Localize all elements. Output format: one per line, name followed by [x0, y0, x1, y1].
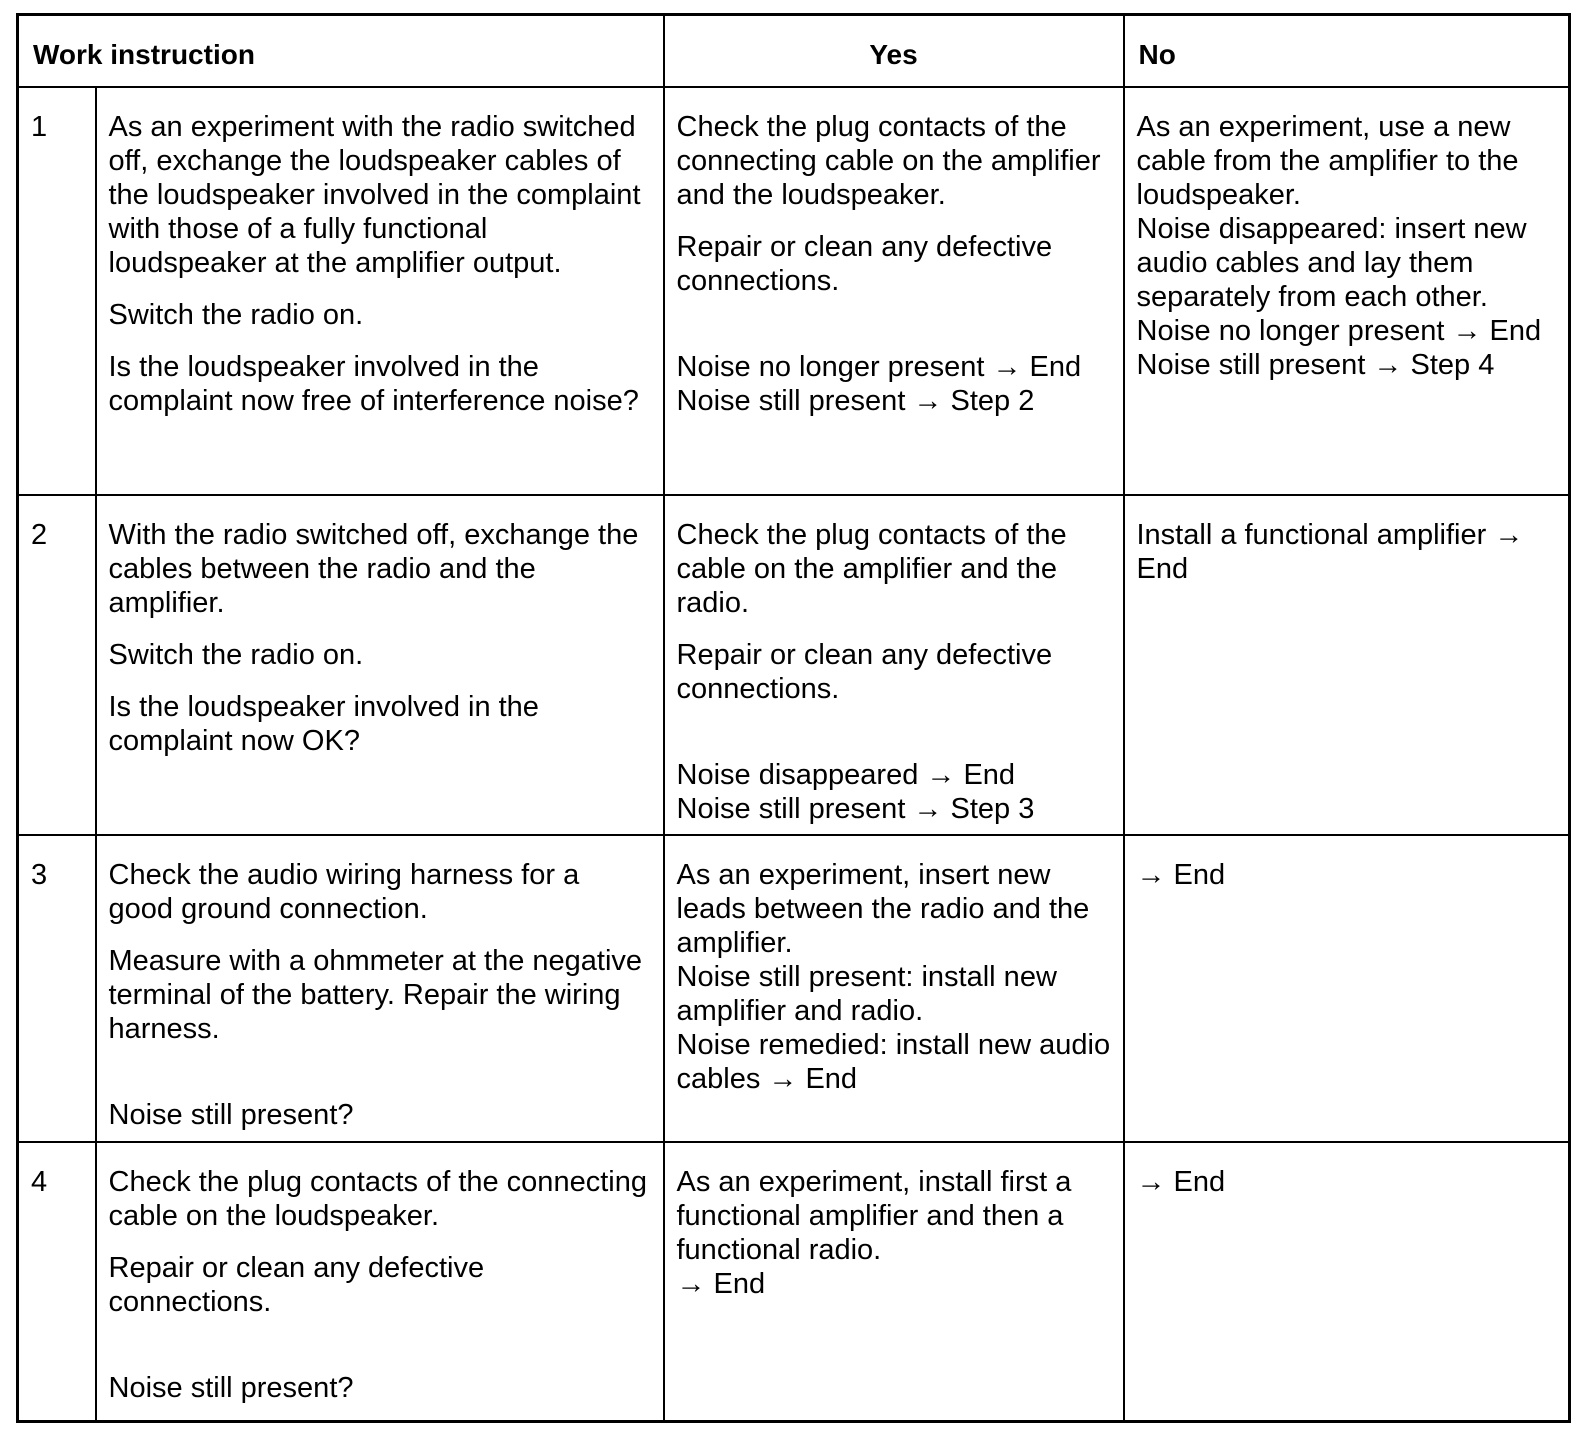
yes-outcome: Noise remedied: install new audio cables → End: [676, 1029, 1111, 1095]
instruction-text: Switch the radio on.: [108, 639, 364, 671]
instruction-cell: [96, 1142, 664, 1422]
yes-text: Noise still present: install new amplifier and radio.: [676, 961, 1057, 1027]
step-number: 3: [18, 835, 96, 1142]
header-work-instruction: Work instruction: [18, 15, 664, 88]
header-yes: Yes: [664, 15, 1124, 88]
instruction-text: Repair or clean any defective connections.: [108, 1252, 485, 1318]
instruction-text: Measure with a ohmmeter at the negative terminal of the battery. Repair the wiring harness.: [108, 945, 643, 1045]
yes-cell: [664, 835, 1124, 1142]
yes-outcome: Noise still present → Step 3: [676, 793, 1035, 825]
no-outcome: → End: [1136, 859, 1226, 891]
yes-outcome: → End: [676, 1268, 766, 1300]
step-number: 2: [18, 495, 96, 835]
instruction-cell: [96, 87, 664, 495]
yes-text: Check the plug contacts of the cable on the amplifier and the radio.: [676, 519, 1067, 619]
yes-outcome: Noise still present → Step 2: [676, 385, 1035, 417]
instruction-text: Is the loudspeaker involved in the complaint now OK?: [108, 691, 539, 757]
yes-text: Repair or clean any defective connections.: [676, 231, 1053, 297]
no-outcome: → End: [1136, 1166, 1226, 1198]
yes-cell: [664, 87, 1124, 495]
no-cell: [1124, 87, 1570, 495]
header-row: [18, 15, 1570, 88]
instruction-text: With the radio switched off, exchange the cables between the radio and the amplifier.: [108, 519, 639, 619]
no-text: Noise disappeared: insert new audio cables and lay them separately from each other.: [1136, 213, 1527, 313]
yes-cell: [664, 495, 1124, 835]
instruction-text: Noise still present?: [108, 1099, 354, 1131]
table-row: [18, 495, 1570, 835]
step-number: 4: [18, 1142, 96, 1422]
instruction-cell: [96, 495, 664, 835]
instruction-text: As an experiment with the radio switched off, exchange the loudspeaker cables of the loudspeaker involved in the complaint with those of a fully functional loudspeaker at the amplifier output.: [108, 111, 641, 279]
no-text: As an experiment, use a new cable from the amplifier to the loudspeaker.: [1136, 111, 1519, 211]
instruction-text: Switch the radio on.: [108, 299, 364, 331]
instruction-text: Noise still present?: [108, 1372, 354, 1404]
yes-cell: [664, 1142, 1124, 1422]
instruction-text: Check the plug contacts of the connecting cable on the loudspeaker.: [108, 1166, 647, 1232]
step-number: 1: [18, 87, 96, 495]
instruction-text: Is the loudspeaker involved in the complaint now free of interference noise?: [108, 351, 639, 417]
yes-outcome: Noise no longer present → End: [676, 351, 1082, 383]
table-row: [18, 835, 1570, 1142]
instruction-text: Check the audio wiring harness for a good ground connection.: [108, 859, 580, 925]
no-outcome: Noise still present → Step 4: [1136, 349, 1495, 381]
yes-text: As an experiment, install first a functional amplifier and then a functional radio.: [676, 1166, 1072, 1266]
yes-text: Repair or clean any defective connections.: [676, 639, 1053, 705]
table-row: [18, 87, 1570, 495]
work-instruction-table: [16, 13, 1571, 1423]
table-row: [18, 1142, 1570, 1422]
yes-text: As an experiment, insert new leads between the radio and the amplifier.: [676, 859, 1090, 959]
no-cell: [1124, 1142, 1570, 1422]
header-no: No: [1124, 15, 1570, 88]
yes-text: Check the plug contacts of the connecting cable on the amplifier and the loudspeaker.: [676, 111, 1101, 211]
no-cell: [1124, 835, 1570, 1142]
yes-outcome: Noise disappeared → End: [676, 759, 1016, 791]
no-outcome: Install a functional amplifier → End: [1136, 519, 1524, 585]
no-outcome: Noise no longer present → End: [1136, 315, 1542, 347]
no-cell: [1124, 495, 1570, 835]
instruction-cell: [96, 835, 664, 1142]
